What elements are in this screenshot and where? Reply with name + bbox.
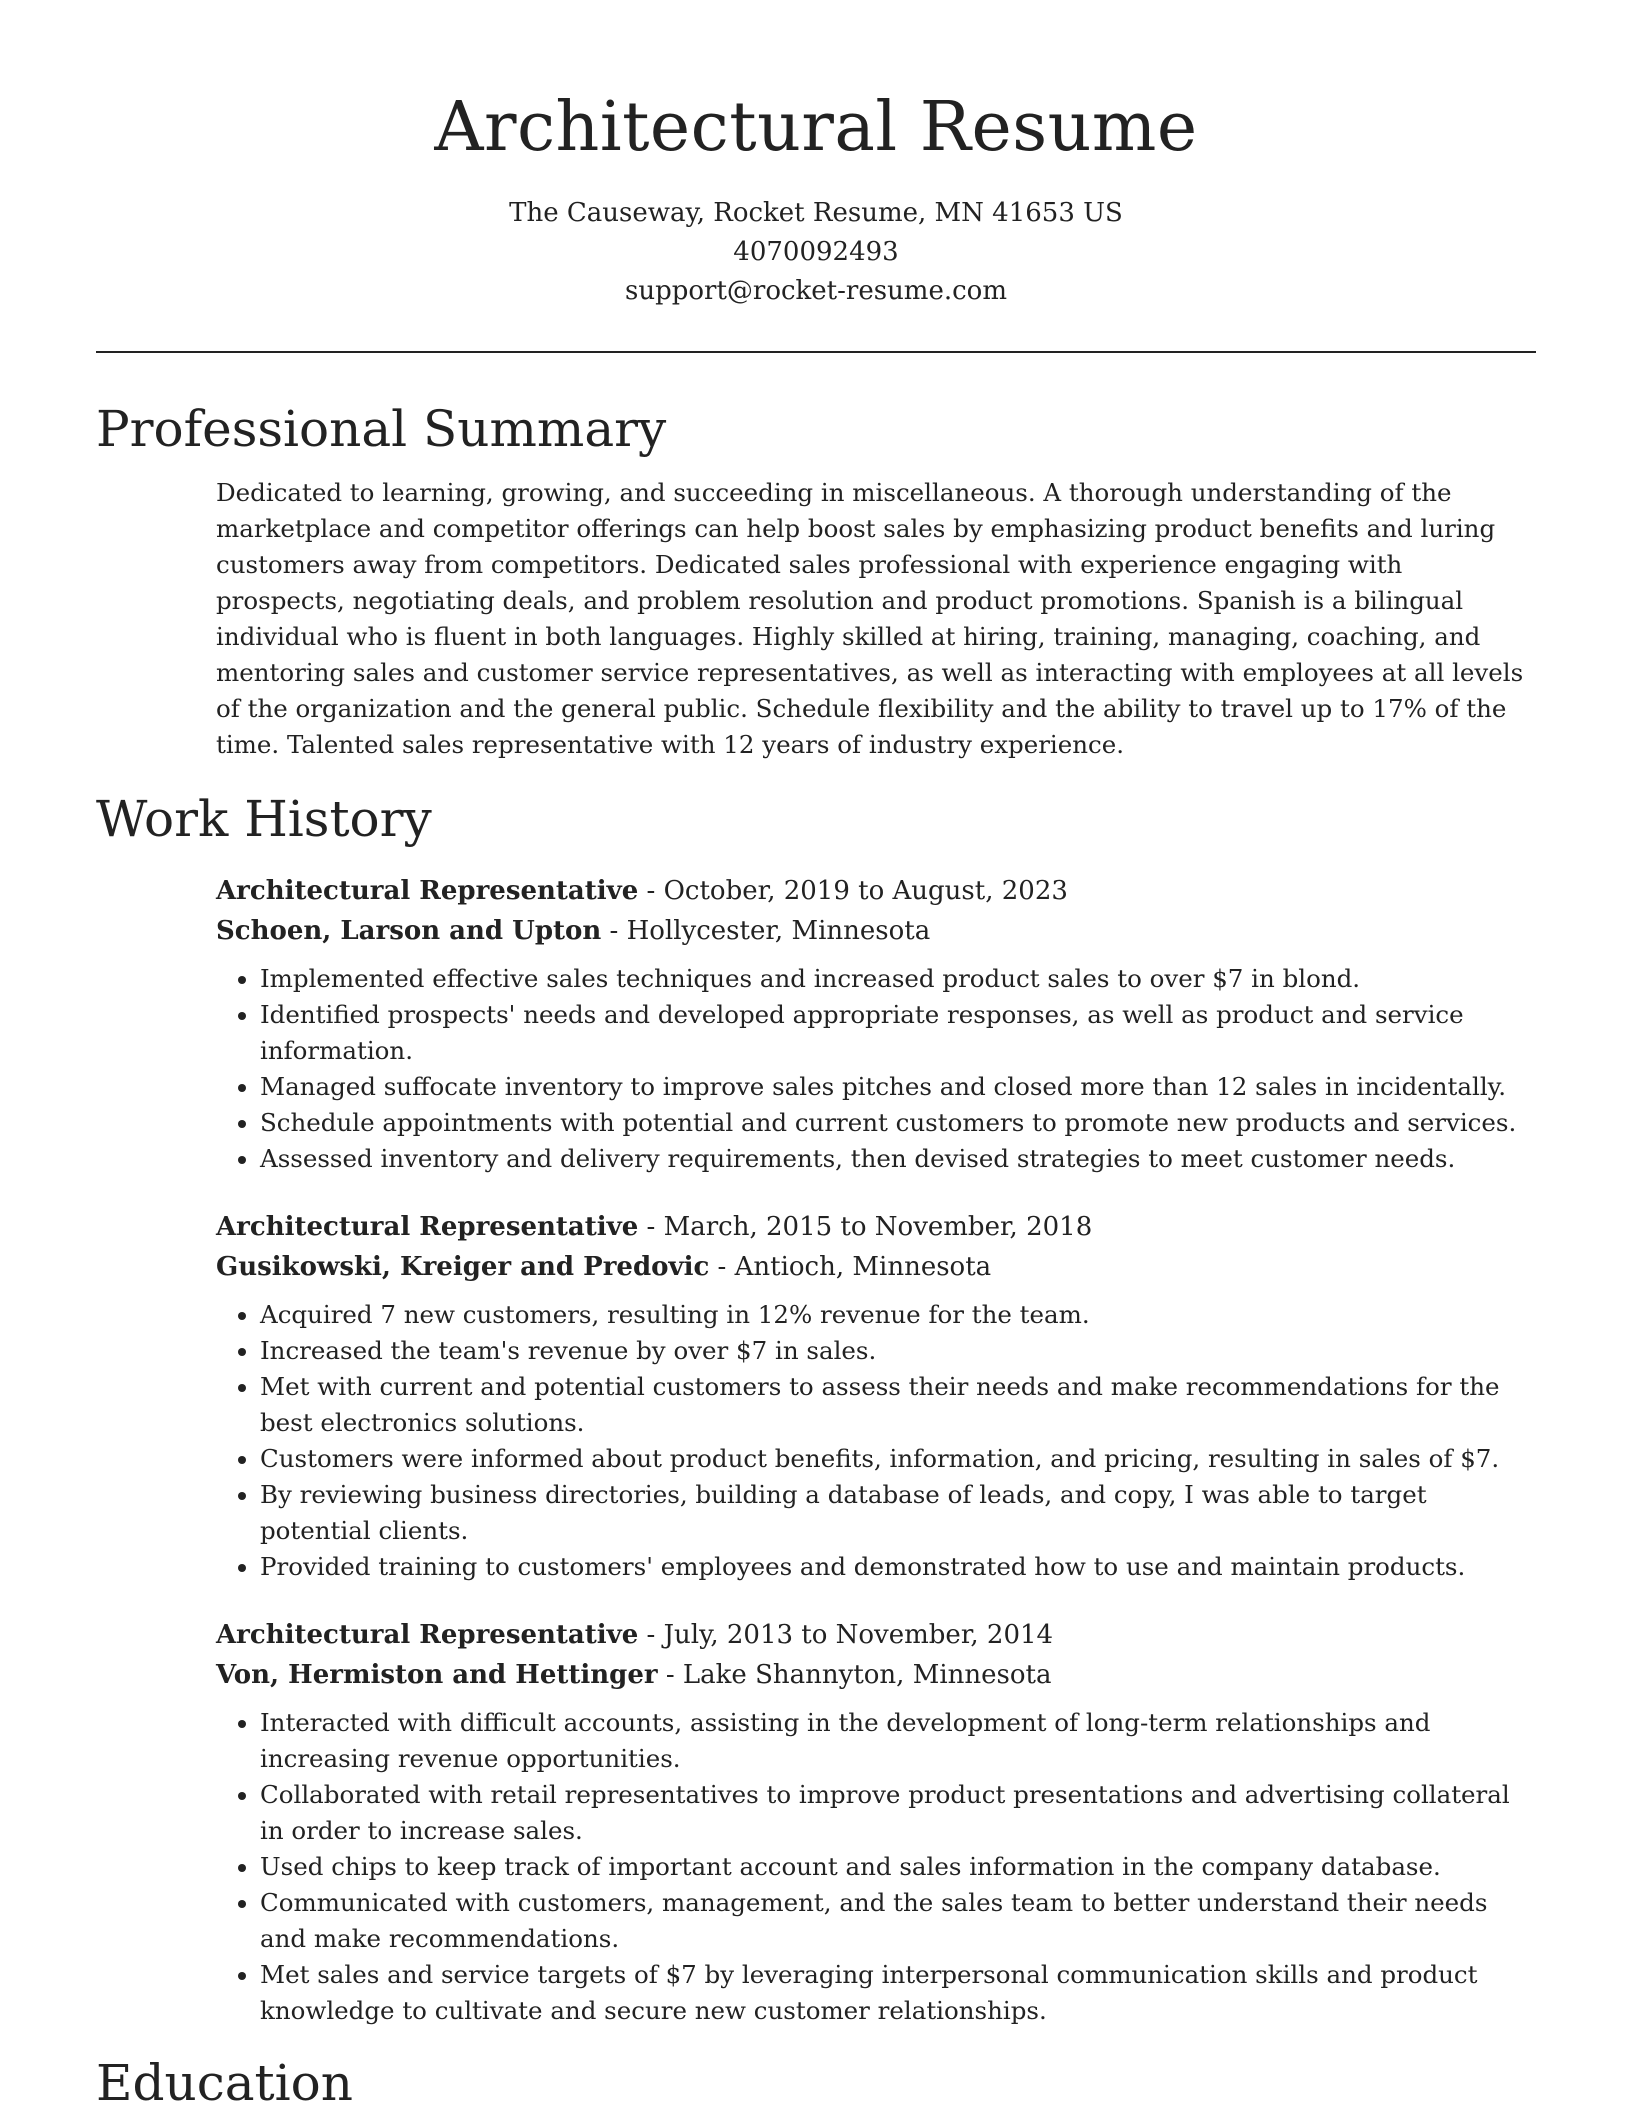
job-role: Architectural Representative [216, 1620, 639, 1650]
list-item: • Collaborated with retail representatives to improve product presentations and advertising collateral in order to increase sales. [260, 1777, 1536, 1849]
job-dates: - March, 2015 to November, 2018 [638, 1212, 1093, 1242]
list-item: • Used chips to keep track of important account and sales information in the company database. [260, 1849, 1536, 1885]
job-bullets [216, 961, 1536, 1177]
phone: 4070092493 [733, 237, 899, 267]
job-dates: - July, 2013 to November, 2014 [638, 1620, 1054, 1650]
resume-page [96, 0, 1536, 2115]
contact-block [96, 194, 1536, 311]
job-location: - Antioch, Minnesota [709, 1252, 992, 1282]
list-item: • Provided training to customers' employees and demonstrated how to use and maintain products. [260, 1549, 1536, 1585]
job-entry [216, 1615, 1536, 2029]
job-location: - Lake Shannyton, Minnesota [657, 1660, 1052, 1690]
job-entry [216, 871, 1536, 1177]
list-item: • Met with current and potential customers to assess their needs and make recommendations for the best electronics solutions. [260, 1369, 1536, 1441]
list-item: • Increased the team's revenue by over $7 in sales. [260, 1333, 1536, 1369]
list-item: • Managed suffocate inventory to improve sales pitches and closed more than 12 sales in incidentally. [260, 1069, 1536, 1105]
job-company: Gusikowski, Kreiger and Predovic [216, 1252, 710, 1282]
job-role: Architectural Representative [216, 876, 639, 906]
job-location: - Hollycester, Minnesota [601, 916, 931, 946]
job-role: Architectural Representative [216, 1212, 639, 1242]
email: support@rocket-resume.com [624, 276, 1007, 306]
job-header [216, 871, 1536, 951]
list-item: • Identified prospects' needs and developed appropriate responses, as well as product and service information. [260, 997, 1536, 1069]
summary-text: Dedicated to learning, growing, and succeeding in miscellaneous. A thorough understanding of the marketplace and competitor offerings can help boost sales by emphasizing product benefits and luring customers away from competitors. Dedicated sales professional with experience engaging with prospects, negotiating deals, and problem resolution and product promotions. Spanish is a bilingual individual who is fluent in both languages. Highly skilled at hiring, training, managing, coaching, and mentoring sales and customer service representatives, as well as interacting with employees at all levels of the organization and the general public. Schedule flexibility and the ability to travel up to 17% of the time. Talented sales representative with 12 years of industry experience. [216, 478, 1524, 759]
job-entry [216, 1207, 1536, 1585]
list-item: • Customers were informed about product benefits, information, and pricing, resulting in sales of $7. [260, 1441, 1536, 1477]
job-company: Schoen, Larson and Upton [216, 916, 602, 946]
list-item: • Interacted with difficult accounts, assisting in the development of long-term relationships and increasing revenue opportunities. [260, 1705, 1536, 1777]
job-company: Von, Hermiston and Hettinger [216, 1660, 658, 1690]
header-divider [96, 351, 1536, 353]
job-header [216, 1207, 1536, 1287]
list-item: • Assessed inventory and delivery requirements, then devised strategies to meet customer needs. [260, 1141, 1536, 1177]
job-bullets [216, 1705, 1536, 2029]
address: The Causeway, Rocket Resume, MN 41653 US [509, 198, 1123, 228]
list-item: • Communicated with customers, management, and the sales team to better understand their needs and make recommendations. [260, 1885, 1536, 1957]
job-header [216, 1615, 1536, 1695]
list-item: • Implemented effective sales techniques and increased product sales to over $7 in blond. [260, 961, 1536, 997]
list-item: • Acquired 7 new customers, resulting in 12% revenue for the team. [260, 1297, 1536, 1333]
section-title-summary: Professional Summary [96, 400, 667, 458]
list-item: • By reviewing business directories, building a database of leads, and copy, I was able to target potential clients. [260, 1477, 1536, 1549]
section-title-work-history: Work History [96, 790, 432, 848]
list-item: • Met sales and service targets of $7 by leveraging interpersonal communication skills and product knowledge to cultivate and secure new customer relationships. [260, 1957, 1536, 2029]
work-history-list [96, 871, 1536, 2029]
section-title-education: Education [96, 2054, 353, 2112]
job-dates: - October, 2019 to August, 2023 [638, 876, 1068, 906]
resume-name: Architectural Resume [434, 88, 1198, 167]
job-bullets [216, 1297, 1536, 1585]
list-item: • Schedule appointments with potential and current customers to promote new products and services. [260, 1105, 1536, 1141]
resume-header [96, 0, 1536, 311]
